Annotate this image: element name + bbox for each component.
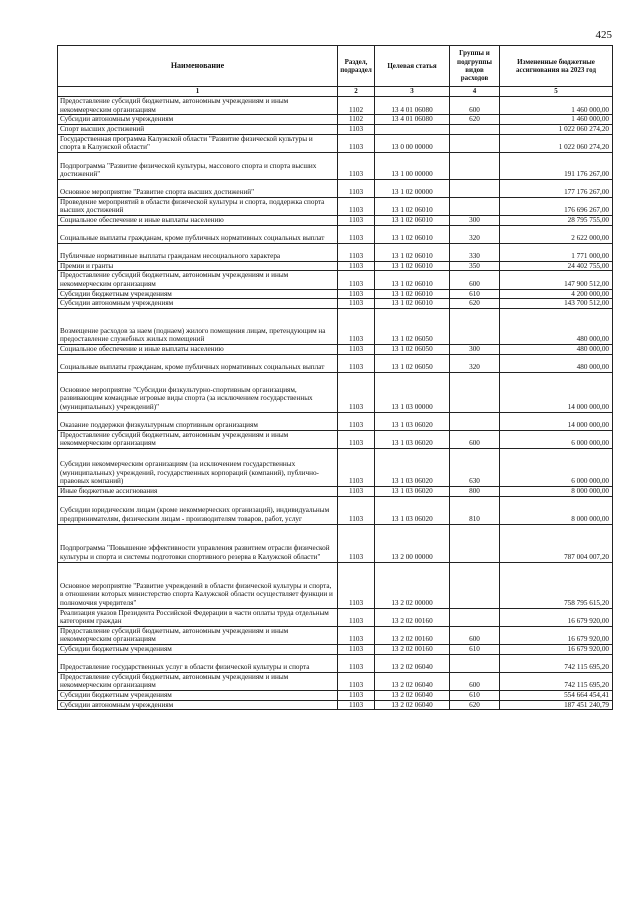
row-amount: 24 402 755,00 xyxy=(500,261,613,271)
table-row xyxy=(58,97,613,115)
row-amount: 8 000 000,00 xyxy=(500,496,613,524)
row-target: 13 2 02 00160 xyxy=(375,626,450,644)
row-target: 13 1 02 06010 xyxy=(375,289,450,299)
row-name: Социальные выплаты гражданам, кроме публичных нормативных социальных выплат xyxy=(58,354,338,372)
row-group: 810 xyxy=(450,496,500,524)
row-amount: 143 700 512,00 xyxy=(500,299,613,309)
table-row xyxy=(58,243,613,261)
row-section: 1102 xyxy=(338,97,375,115)
row-section: 1103 xyxy=(338,486,375,496)
row-amount: 187 451 240,79 xyxy=(500,700,613,710)
row-group: 320 xyxy=(450,225,500,243)
header-amount: Измененные бюджетные ассигнования на 2023 год xyxy=(500,46,613,87)
header-group: Группы и подгруппы видов расходов xyxy=(450,46,500,87)
row-group: 300 xyxy=(450,344,500,354)
table-row xyxy=(58,299,613,309)
row-target: 13 1 03 00000 xyxy=(375,372,450,412)
row-target: 13 2 02 00160 xyxy=(375,608,450,626)
row-amount: 177 176 267,00 xyxy=(500,179,613,197)
table-row xyxy=(58,261,613,271)
row-amount: 1 460 000,00 xyxy=(500,115,613,125)
row-name: Субсидии некоммерческим организациям (за исключением государственных (муниципальных) учреждений, государственных корпораций (компаний), публично-правовых компаний) xyxy=(58,448,338,486)
table-row xyxy=(58,562,613,608)
row-section: 1103 xyxy=(338,261,375,271)
row-target: 13 2 02 06040 xyxy=(375,691,450,701)
row-section: 1103 xyxy=(338,691,375,701)
col-number: 2 xyxy=(338,87,375,97)
row-amount: 191 176 267,00 xyxy=(500,152,613,179)
row-target: 13 1 03 06020 xyxy=(375,430,450,448)
row-target: 13 2 02 06040 xyxy=(375,700,450,710)
table-row xyxy=(58,179,613,197)
row-amount: 6 000 000,00 xyxy=(500,448,613,486)
row-group xyxy=(450,654,500,672)
header-section: Раздел, подраздел xyxy=(338,46,375,87)
header-target: Целевая статья xyxy=(375,46,450,87)
row-group: 620 xyxy=(450,115,500,125)
col-number: 4 xyxy=(450,87,500,97)
row-section: 1103 xyxy=(338,308,375,344)
row-section: 1103 xyxy=(338,412,375,430)
table-row xyxy=(58,152,613,179)
row-name: Предоставление субсидий бюджетным, автономным учреждениям и иным некоммерческим организациям xyxy=(58,271,338,289)
table-row xyxy=(58,654,613,672)
table-row xyxy=(58,216,613,226)
table-row xyxy=(58,344,613,354)
table-row xyxy=(58,308,613,344)
row-amount: 16 679 920,00 xyxy=(500,645,613,655)
row-amount: 480 000,00 xyxy=(500,344,613,354)
row-amount: 1 022 060 274,20 xyxy=(500,134,613,152)
row-name: Субсидии юридическим лицам (кроме некоммерческих организаций), индивидуальным предпринимателям, физическим лицам - производителям товаров, работ, услуг xyxy=(58,496,338,524)
row-target: 13 1 02 06010 xyxy=(375,225,450,243)
row-amount: 28 795 755,00 xyxy=(500,216,613,226)
row-group: 320 xyxy=(450,354,500,372)
row-name: Премии и гранты xyxy=(58,261,338,271)
header-name: Наименование xyxy=(58,46,338,87)
table-row xyxy=(58,672,613,690)
table-row xyxy=(58,124,613,134)
row-name: Субсидии бюджетным учреждениям xyxy=(58,691,338,701)
row-name: Предоставление субсидий бюджетным, автономным учреждениям и иным некоммерческим организациям xyxy=(58,97,338,115)
row-section: 1103 xyxy=(338,124,375,134)
row-name: Социальные выплаты гражданам, кроме публичных нормативных социальных выплат xyxy=(58,225,338,243)
table-row xyxy=(58,289,613,299)
row-section: 1103 xyxy=(338,496,375,524)
row-name: Предоставление субсидий бюджетным, автономным учреждениям и иным некоммерческим организациям xyxy=(58,626,338,644)
page-number: 425 xyxy=(595,29,612,41)
row-target: 13 1 03 06020 xyxy=(375,448,450,486)
row-name: Основное мероприятие "Развитие учреждений в области физической культуры и спорта, в отношении которых министерство спорта Калужской области осуществляет функции и полномочия учредителя" xyxy=(58,562,338,608)
row-section: 1103 xyxy=(338,289,375,299)
row-group: 610 xyxy=(450,645,500,655)
row-amount: 2 622 000,00 xyxy=(500,225,613,243)
row-name: Спорт высших достижений xyxy=(58,124,338,134)
row-name: Возмещение расходов за наем (поднаем) жилого помещения лицам, претендующим на предоставление служебных жилых помещений xyxy=(58,308,338,344)
row-target: 13 1 02 06010 xyxy=(375,243,450,261)
row-name: Основное мероприятие "Субсидии физкультурно-спортивным организациям, развивающим командные игровые виды спорта (за исключением государственных (муниципальных) учреждений)" xyxy=(58,372,338,412)
row-target: 13 1 02 06010 xyxy=(375,261,450,271)
row-amount: 742 115 695,20 xyxy=(500,672,613,690)
row-amount: 1 771 000,00 xyxy=(500,243,613,261)
row-target: 13 1 02 06010 xyxy=(375,271,450,289)
row-group: 330 xyxy=(450,243,500,261)
row-section: 1103 xyxy=(338,524,375,562)
row-name: Подпрограмма "Повышение эффективности управления развитием отрасли физической культуры и спорта и системы подготовки спортивного резерва в Калужской области" xyxy=(58,524,338,562)
row-name: Субсидии автономным учреждениям xyxy=(58,299,338,309)
row-section: 1103 xyxy=(338,134,375,152)
table-row xyxy=(58,115,613,125)
table-row xyxy=(58,700,613,710)
row-section: 1103 xyxy=(338,344,375,354)
row-section: 1103 xyxy=(338,562,375,608)
row-section: 1102 xyxy=(338,115,375,125)
row-amount: 14 000 000,00 xyxy=(500,372,613,412)
row-section: 1103 xyxy=(338,700,375,710)
col-number: 3 xyxy=(375,87,450,97)
row-group xyxy=(450,179,500,197)
row-section: 1103 xyxy=(338,243,375,261)
row-section: 1103 xyxy=(338,354,375,372)
row-amount: 4 200 000,00 xyxy=(500,289,613,299)
row-section: 1103 xyxy=(338,197,375,215)
row-target: 13 4 01 06080 xyxy=(375,115,450,125)
row-target: 13 1 02 06050 xyxy=(375,344,450,354)
row-group: 600 xyxy=(450,626,500,644)
row-amount: 1 022 060 274,20 xyxy=(500,124,613,134)
table-row xyxy=(58,486,613,496)
row-target: 13 1 02 06050 xyxy=(375,308,450,344)
row-group xyxy=(450,308,500,344)
row-section: 1103 xyxy=(338,430,375,448)
header-row xyxy=(58,46,613,87)
row-group: 600 xyxy=(450,271,500,289)
row-section: 1103 xyxy=(338,271,375,289)
row-target: 13 1 02 06010 xyxy=(375,299,450,309)
row-group: 620 xyxy=(450,299,500,309)
row-amount: 8 000 000,00 xyxy=(500,486,613,496)
row-group: 600 xyxy=(450,672,500,690)
row-group xyxy=(450,124,500,134)
row-name: Государственная программа Калужской области "Развитие физической культуры и спорта в Калужской области" xyxy=(58,134,338,152)
column-number-row xyxy=(58,87,613,97)
row-amount: 742 115 695,20 xyxy=(500,654,613,672)
row-target: 13 2 00 00000 xyxy=(375,524,450,562)
table-body xyxy=(58,97,613,710)
row-target: 13 1 02 00000 xyxy=(375,179,450,197)
row-group xyxy=(450,372,500,412)
row-name: Оказание поддержки физкультурным спортивным организациям xyxy=(58,412,338,430)
row-section: 1103 xyxy=(338,448,375,486)
table-row xyxy=(58,271,613,289)
table-row xyxy=(58,626,613,644)
row-section: 1103 xyxy=(338,654,375,672)
row-group: 630 xyxy=(450,448,500,486)
row-name: Проведение мероприятий в области физической культуры и спорта, поддержка спорта высших достижений xyxy=(58,197,338,215)
row-name: Субсидии автономным учреждениям xyxy=(58,700,338,710)
table-row xyxy=(58,372,613,412)
row-amount: 6 000 000,00 xyxy=(500,430,613,448)
row-name: Предоставление субсидий бюджетным, автономным учреждениям и иным некоммерческим организациям xyxy=(58,430,338,448)
row-name: Субсидии бюджетным учреждениям xyxy=(58,645,338,655)
row-name: Иные бюджетные ассигнования xyxy=(58,486,338,496)
table-row xyxy=(58,496,613,524)
col-number: 1 xyxy=(58,87,338,97)
row-name: Социальное обеспечение и иные выплаты населению xyxy=(58,216,338,226)
row-target: 13 0 00 00000 xyxy=(375,134,450,152)
row-name: Предоставление субсидий бюджетным, автономным учреждениям и иным некоммерческим организациям xyxy=(58,672,338,690)
row-section: 1103 xyxy=(338,299,375,309)
row-amount: 554 664 454,41 xyxy=(500,691,613,701)
row-name: Предоставление государственных услуг в области физической культуры и спорта xyxy=(58,654,338,672)
row-section: 1103 xyxy=(338,626,375,644)
row-amount: 480 000,00 xyxy=(500,354,613,372)
table-row xyxy=(58,412,613,430)
row-name: Субсидии автономным учреждениям xyxy=(58,115,338,125)
row-amount: 787 004 007,20 xyxy=(500,524,613,562)
row-name: Субсидии бюджетным учреждениям xyxy=(58,289,338,299)
row-group xyxy=(450,152,500,179)
row-name: Реализация указов Президента Российской Федерации в части оплаты труда отдельным категориям граждан xyxy=(58,608,338,626)
row-group: 610 xyxy=(450,289,500,299)
row-section: 1103 xyxy=(338,608,375,626)
row-group xyxy=(450,197,500,215)
row-group xyxy=(450,134,500,152)
table-row xyxy=(58,197,613,215)
row-section: 1103 xyxy=(338,672,375,690)
row-amount: 16 679 920,00 xyxy=(500,626,613,644)
row-group xyxy=(450,524,500,562)
row-amount: 147 900 512,00 xyxy=(500,271,613,289)
row-section: 1103 xyxy=(338,645,375,655)
row-group: 350 xyxy=(450,261,500,271)
row-name: Социальное обеспечение и иные выплаты населению xyxy=(58,344,338,354)
row-name: Подпрограмма "Развитие физической культуры, массового спорта и спорта высших достижений" xyxy=(58,152,338,179)
row-section: 1103 xyxy=(338,372,375,412)
table-row xyxy=(58,608,613,626)
row-group: 620 xyxy=(450,700,500,710)
table-row xyxy=(58,430,613,448)
row-amount: 1 460 000,00 xyxy=(500,97,613,115)
row-target: 13 4 01 06080 xyxy=(375,97,450,115)
row-target: 13 2 02 00160 xyxy=(375,645,450,655)
row-name: Публичные нормативные выплаты гражданам несоциального характера xyxy=(58,243,338,261)
row-section: 1103 xyxy=(338,225,375,243)
row-section: 1103 xyxy=(338,152,375,179)
row-target xyxy=(375,124,450,134)
row-group: 800 xyxy=(450,486,500,496)
row-name: Основное мероприятие "Развитие спорта высших достижений" xyxy=(58,179,338,197)
row-target: 13 1 02 06010 xyxy=(375,216,450,226)
table-row xyxy=(58,225,613,243)
row-target: 13 1 03 06020 xyxy=(375,412,450,430)
table-row xyxy=(58,645,613,655)
row-amount: 176 696 267,00 xyxy=(500,197,613,215)
row-amount: 758 795 615,20 xyxy=(500,562,613,608)
row-group xyxy=(450,412,500,430)
row-target: 13 1 00 00000 xyxy=(375,152,450,179)
row-group: 600 xyxy=(450,430,500,448)
row-target: 13 2 02 06040 xyxy=(375,654,450,672)
row-target: 13 1 03 06020 xyxy=(375,486,450,496)
row-group: 600 xyxy=(450,97,500,115)
table-row xyxy=(58,448,613,486)
row-target: 13 1 03 06020 xyxy=(375,496,450,524)
row-target: 13 1 02 06010 xyxy=(375,197,450,215)
row-group xyxy=(450,608,500,626)
row-section: 1103 xyxy=(338,179,375,197)
row-group: 300 xyxy=(450,216,500,226)
row-target: 13 2 02 06040 xyxy=(375,672,450,690)
col-number: 5 xyxy=(500,87,613,97)
row-target: 13 2 02 00000 xyxy=(375,562,450,608)
table-row xyxy=(58,691,613,701)
row-group: 610 xyxy=(450,691,500,701)
table-row xyxy=(58,524,613,562)
budget-table xyxy=(57,45,613,710)
row-amount: 480 000,00 xyxy=(500,308,613,344)
row-target: 13 1 02 06050 xyxy=(375,354,450,372)
row-amount: 16 679 920,00 xyxy=(500,608,613,626)
row-group xyxy=(450,562,500,608)
table-row xyxy=(58,134,613,152)
row-section: 1103 xyxy=(338,216,375,226)
table-row xyxy=(58,354,613,372)
row-amount: 14 000 000,00 xyxy=(500,412,613,430)
